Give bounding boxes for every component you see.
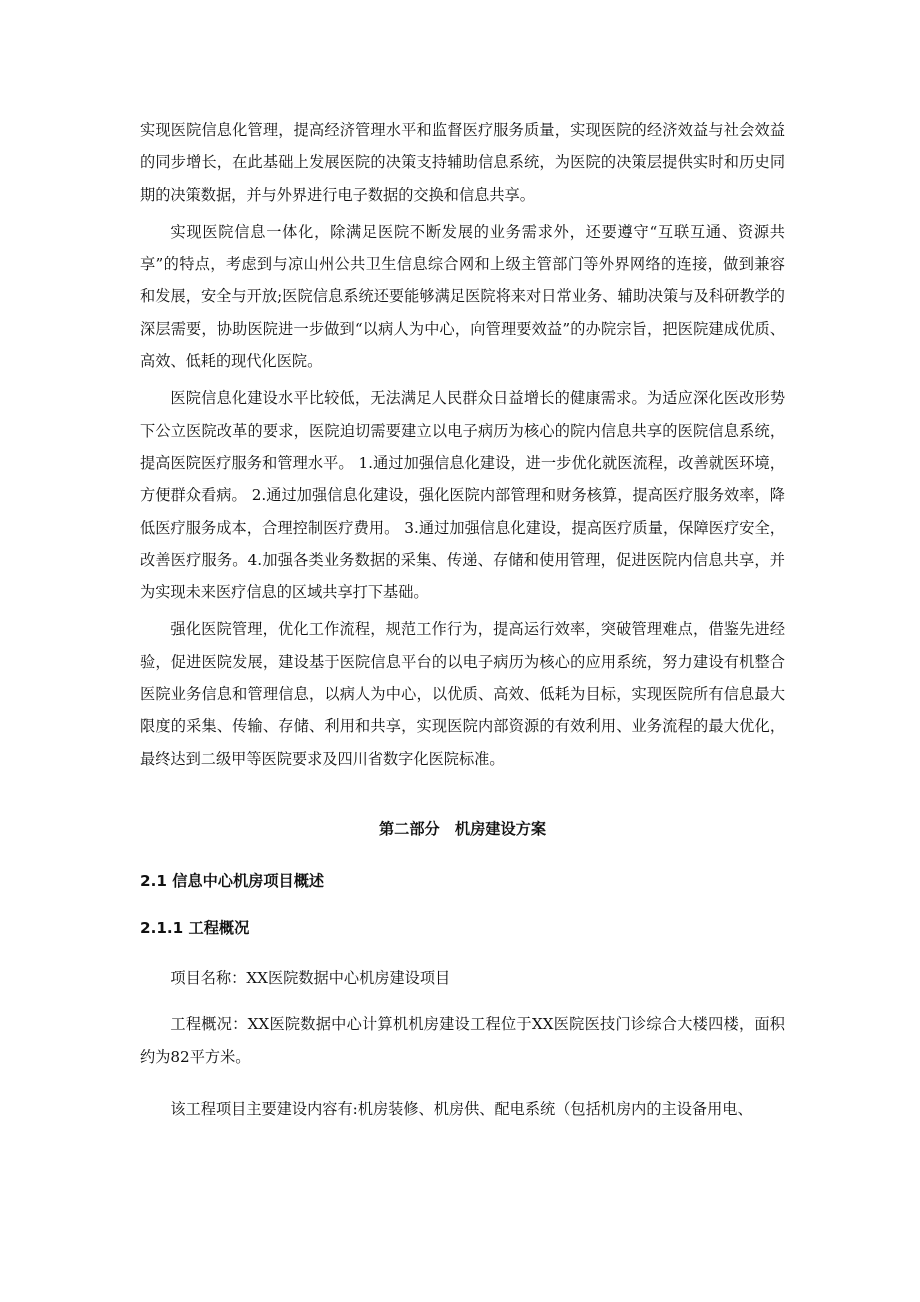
body-paragraph: 实现医院信息一体化，除满足医院不断发展的业务需求外，还要遵守“互联互通、资源共享”的特点，考虑到与凉山州公共卫生信息综合网和上级主管部门等外界网络的连接，做到兼容和发展，安全与开放;医院信息系统还要能够满足医院将来对日常业务、辅助决策与及科研教学的深层需要，协助医院进一步做到“以病人为中心，向管理要效益”的办院宗旨，把医院建成优质、高效、低耗的现代化医院。 xyxy=(140,222,785,371)
project-overview-line: 工程概况：XX医院数据中心计算机机房建设工程位于XX医院医技门诊综合大楼四楼，面积约为82平方米。 xyxy=(140,1015,785,1066)
section-heading: 2.1 信息中心机房项目概述 xyxy=(140,871,325,890)
document-body xyxy=(140,114,785,1125)
body-paragraph: 医院信息化建设水平比较低，无法满足人民群众日益增长的健康需求。为适应深化医改形势下公立医院改革的要求，医院迫切需要建立以电子病历为核心的院内信息共享的医院信息系统，提高医院医疗服务和管理水平。 1.通过加强信息化建设，进一步优化就医流程，改善就医环境，方便群众看病。 2.通过加强信息化建设，强化医院内部管理和财务核算，提高医疗服务效率，降低医疗服务成本，合理控制医疗费用。 3.通过加强信息化建设，提高医疗质量，保障医疗安全，改善医疗服务。4.加强各类业务数据的采集、传递、存储和使用管理，促进医院内信息共享，并为实现未来医疗信息的区域共享打下基础。 xyxy=(140,389,785,602)
project-name-line: 项目名称：XX医院数据中心机房建设项目 xyxy=(170,968,451,987)
body-paragraph: 实现医院信息化管理，提高经济管理水平和监督医疗服务质量，实现医院的经济效益与社会效益的同步增长，在此基础上发展医院的决策支持辅助信息系统，为医院的决策层提供实时和历史同期的决策数据，并与外界进行电子数据的交换和信息共享。 xyxy=(140,121,785,204)
construction-content-line: 该工程项目主要建设内容有:机房装修、机房供、配电系统（包括机房内的主设备用电、 xyxy=(170,1099,753,1118)
body-paragraph: 强化医院管理，优化工作流程，规范工作行为，提高运行效率，突破管理难点，借鉴先进经验，促进医院发展，建设基于医院信息平台的以电子病历为核心的应用系统，努力建设有机整合医院业务信息和管理信息，以病人为中心，以优质、高效、低耗为目标，实现医院所有信息最大限度的采集、传输、存储、利用和共享，实现医院内部资源的有效利用、业务流程的最大优化，最终达到二级甲等医院要求及四川省数字化医院标准。 xyxy=(140,620,785,768)
subsection-heading: 2.1.1 工程概况 xyxy=(140,918,250,937)
part-title: 第二部分 机房建设方案 xyxy=(378,819,547,838)
